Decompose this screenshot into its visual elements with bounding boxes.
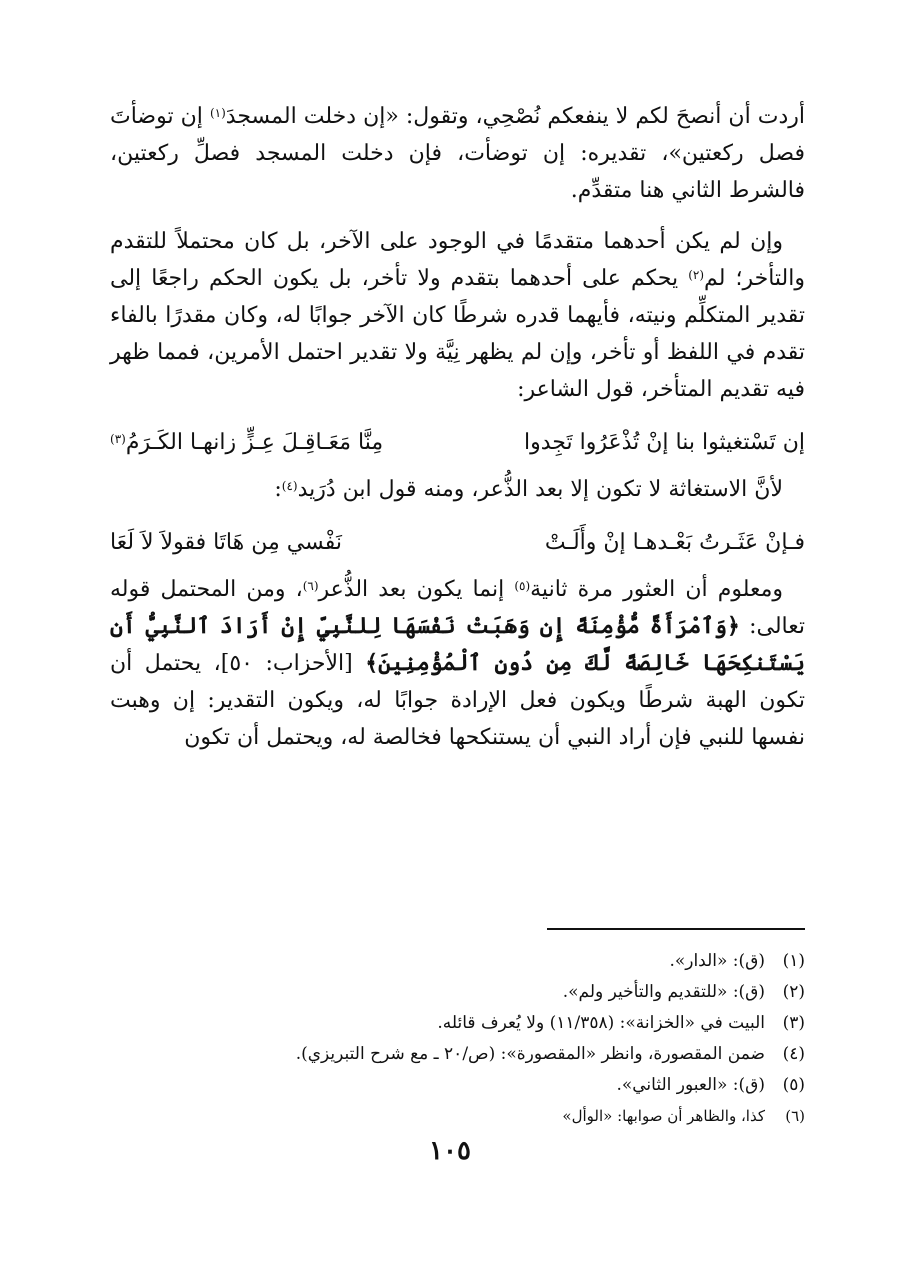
verse-1-second-hemistich — [110, 424, 383, 461]
footnote-divider — [547, 928, 805, 930]
verse-2 — [110, 524, 805, 561]
verse-2-second-hemistich: نَفْسي مِن هَاتَا فقولاَ لاَ لَعَا — [110, 530, 342, 555]
paragraph-3-text-b: : — [274, 477, 282, 502]
footnote-number: (٢) — [782, 982, 805, 1002]
footnote-1 — [110, 946, 805, 977]
footnote-text: (ق): «العبور الثاني». — [616, 1075, 765, 1095]
paragraph-2-text-a: وإن لم يكن أحدهما متقدمًا في الوجود على الآخر، بل كان محتملاً للتقدم والتأخر؛ لم — [110, 229, 805, 291]
footnote-number: (٦) — [785, 1107, 805, 1125]
footnote-6 — [110, 1101, 805, 1132]
paragraph-1-text-a: أردت أن أنصحَ لكم لا ينفعكم نُصْحِي، وتقول: «إن دخلت المسجدَ — [225, 104, 805, 129]
paragraph-4-text-a: ومعلوم أن العثور مرة ثانية — [530, 577, 783, 602]
paragraph-4-text-c: ، ومن المحتمل قوله تعالى: — [110, 577, 805, 639]
paragraph-3 — [110, 471, 805, 508]
footnote-ref-5[interactable]: (٥) — [514, 579, 531, 593]
footnote-ref-6[interactable]: (٦) — [302, 579, 319, 593]
footnote-text: (ق): «الدار». — [669, 951, 765, 971]
footnote-3 — [110, 1008, 805, 1039]
footnote-ref-1[interactable]: (١) — [209, 106, 226, 120]
page-number: ١٠٥ — [429, 1136, 471, 1166]
footnote-ref-2[interactable]: (٢) — [688, 268, 705, 282]
footnote-ref-3[interactable]: (٣) — [110, 432, 126, 446]
paragraph-2 — [110, 223, 805, 408]
footnote-text: ضمن المقصورة، وانظر «المقصورة»: (ص/٢٠ ـ مع شرح التبريزي). — [295, 1044, 765, 1064]
footnote-4 — [110, 1039, 805, 1070]
footnote-number: (٣) — [782, 1013, 805, 1033]
footnote-5 — [110, 1070, 805, 1101]
paragraph-2-text-b: يحكم على أحدهما بتقدم ولا تأخر، بل يكون الحكم راجعًا إلى تقدير المتكلِّم ونيته، فأيهما قدره شرطًا كان الآخر جوابًا له، وكان مقدرًا بالفاء تقدم في اللفظ أو تأخر، وإن لم يظهر نِيَّة ولا تقدير احتمل الأمرين، فمما ظهر فيه تقديم المتأخر، قول الشاعر: — [110, 266, 805, 402]
footnotes-section — [110, 928, 805, 1132]
verse-2-first-hemistich: فـإنْ عَثَـرتُ بَعْـدهـا إنْ وأَلَـتْ — [544, 530, 805, 555]
verse-1-second-hemistich-text: مِنَّا مَعَـاقِـلَ عِـزٍّ زانهـا الكَـرَمُ — [125, 430, 384, 455]
paragraph-1 — [110, 98, 805, 209]
paragraph-4 — [110, 571, 805, 756]
footnote-2 — [110, 977, 805, 1008]
paragraph-4-text-b: إنما يكون بعد الذُّعر — [318, 577, 515, 602]
footnote-text: البيت في «الخزانة»: (١١/٣٥٨) ولا يُعرف قائله. — [437, 1013, 765, 1033]
footnote-number: (١) — [782, 951, 805, 971]
paragraph-4-text-d: [الأحزاب: ٥٠]، يحتمل أن تكون الهبة شرطًا ويكون فعل الإرادة جوابًا له، ويكون التقدير: إن وهبت نفسها للنبي فإن أراد النبي أن يستنكحها فخالصة له، ويحتمل أن تكون — [110, 651, 806, 750]
paragraph-3-text-a: لأنَّ الاستغاثة لا تكون إلا بعد الذُّعر، ومنه قول ابن دُرَيد — [297, 477, 783, 502]
quran-verse: ﴿وَٱمْرَأَةً مُّؤْمِنَةً إِن وَهَبَتْ نَفْسَهَا لِلنَّبِيِّ إِنْ أَرَادَ ٱلنَّبِيُّ أَن يَسْتَنكِحَهَا خَالِصَةً لَّكَ مِن دُونِ ٱلْمُؤْمِنِينَ﴾ — [110, 613, 806, 676]
footnote-text: (ق): «للتقديم والتأخير ولم». — [562, 982, 765, 1002]
footnote-number: (٥) — [782, 1075, 805, 1095]
verse-1-first-hemistich: إن تَسْتغيثوا بنا إنْ تُذْعَرُوا تَجِدوا — [523, 430, 805, 455]
footnote-ref-4[interactable]: (٤) — [281, 479, 298, 493]
footnote-text: كذا، والظاهر أن صوابها: «الوأل» — [562, 1107, 765, 1125]
main-text — [110, 98, 805, 756]
verse-1 — [110, 424, 805, 461]
paragraph-1-text-b: إن توضأتَ فصل ركعتين»، تقديره: إن توضأت، فإن دخلت المسجد فصلِّ ركعتين، فالشرط الثاني هنا متقدِّم. — [110, 104, 805, 203]
footnote-number: (٤) — [782, 1044, 805, 1064]
